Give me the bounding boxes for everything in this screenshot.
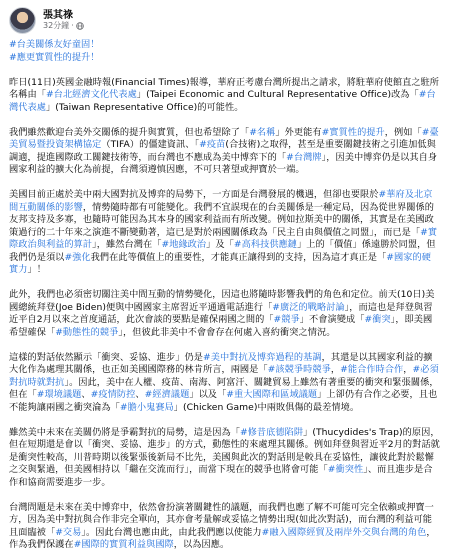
hashtag-link[interactable]: #疫苗 — [199, 139, 226, 150]
paragraph-text: 」外更能有 — [275, 126, 322, 138]
paragraph-spacer — [9, 339, 440, 352]
paragraph-text: ，情勢隨時都有可能變化。我們不宜誤現在的台美關係是一種定局，因為從世界關係的友邦支持及多寡，也隨時可能因為其本身的國家利益而有所改變。例如拉斯美中的關係，其實是在美國政策過行的二十年來之演進不斷變動著，這已是對於兩國關係政為「民主自由與價值之同盟」，而已是「 — [9, 201, 434, 238]
paragraph-text: 」，即美國希望確保「 — [9, 314, 433, 338]
author-avatar[interactable] — [9, 7, 36, 34]
post-meta — [43, 10, 84, 31]
paragraph-text: 」。因此，美中在人權、疫苗、南海、阿富汗、關鍵貿易上雖然有著重要的衝突和緊張關係，但在「 — [9, 376, 439, 400]
post-paragraph — [9, 127, 440, 177]
paragraph-text: 」，但彼此非美中不會會存在何處入喜約衝突之情況。 — [118, 326, 336, 338]
post-paragraph — [9, 77, 440, 115]
hashtag-link[interactable]: #應更實質性的提升！ — [9, 51, 100, 63]
paragraph-spacer — [9, 177, 440, 190]
hashtag-link[interactable]: #經濟議題 — [144, 389, 190, 400]
hashtag-link[interactable]: #強化 — [64, 251, 91, 263]
hashtag-link[interactable]: #重大國際和區域議題 — [226, 389, 318, 400]
paragraph-spacer — [9, 114, 440, 127]
paragraph-text: 雖然美中未來在美關仍將是爭霸對抗的局勢，這是因為「 — [9, 426, 240, 438]
paragraph-text: 此外，我們也必須密切關注美中間互動的情勢變化，因這也將隨時影響我們的角色和定位。前天(10日)美國總統拜登(Joe Biden)便與中國國家主席習近平通過電話進行「 — [9, 289, 435, 313]
paragraph-text: 美國目前正處於美中兩大國對抗及博弈的局勢下，一方面是台灣發展的機遇，但卻也要限於 — [9, 189, 379, 200]
paragraph-text: ， — [330, 364, 341, 375]
hashtag-list — [9, 39, 440, 64]
hashtag-link[interactable]: #衝突性 — [327, 464, 364, 475]
post-paragraph — [9, 289, 440, 339]
paragraph-text: 」、而且進步是合作和協商需要進步一步。 — [9, 464, 433, 488]
hashtag-link[interactable]: #國際的實質利益與國際 — [73, 539, 174, 550]
paragraph-text: 」上卻仍有合作之必要，且也不能夠讓兩國之衝突淪為「 — [9, 389, 438, 413]
paragraph-text: 我們雖然歡迎台美外交關係的提升與實質，但也希望除了「 — [9, 126, 250, 138]
paragraph-text: 」。因此台灣也應由此，由此我們應以使能力 — [81, 526, 262, 538]
paragraph-text: 這樣的對話依然顯示「衝突、妥協、進步」仍是 — [9, 351, 203, 363]
paragraph-spacer — [9, 277, 440, 290]
hashtag-link[interactable]: #衝突 — [364, 314, 391, 325]
paragraph-text: 、 — [135, 389, 145, 400]
post-paragraph — [9, 352, 440, 415]
post-paragraph — [9, 427, 440, 490]
paragraph-text: 、 — [81, 389, 91, 400]
hashtag-link[interactable]: #交易 — [55, 526, 82, 538]
paragraph-text: 」不會演變成「 — [299, 314, 365, 325]
hashtag-link[interactable]: #台灣牌 — [286, 151, 322, 163]
post-time[interactable]: 32分鐘 — [43, 21, 70, 31]
paragraph-spacer — [9, 489, 440, 502]
paragraph-text: ，以為因應。 — [173, 539, 230, 550]
hashtag-link[interactable]: #膽小鬼賽局 — [119, 401, 174, 413]
post-header — [9, 3, 440, 37]
paragraph-text: (合技術)之取得，甚至是重要關鍵技術之引進加低與調適，提進國際政工關鍵技術等，而台灣也不應成為美中博弈下的「 — [9, 139, 436, 163]
paragraph-text: 」(Thucydides's Trap)的原因，但在短期還是會以「衝突、妥協、進步」的方式，動態性的來處理其關係。例如拜登與習近平2月的對話就是衝突性較高，川普時期以後緊張後新局不比先，美國與此次的對話則是較具在妥協性，讓彼此對於鬆懈之交與緊過，但美國相持以「繼在交流而行」，而當下現在的競爭也將會可能「 — [9, 426, 440, 475]
paragraph-text: 」，雖然台灣在「 — [92, 239, 162, 250]
globe-icon[interactable] — [76, 22, 84, 30]
paragraph-text: 」(Chicken Game)中兩敗俱傷的最差情境。 — [173, 401, 360, 413]
post-paragraph — [9, 502, 440, 552]
hashtag-link[interactable]: #廣泛的戰略討論 — [272, 301, 345, 313]
hashtag-link[interactable]: #地緣政治 — [161, 239, 207, 250]
post-body — [9, 77, 440, 552]
paragraph-text: 」以及「 — [189, 389, 227, 400]
paragraph-text: 我們在此等價值上的重要性，才能真正讓得到的支持，因為這才真正是「 — [90, 251, 387, 263]
paragraph-text: 昨日(11日)英國金融時報(Financial Times)報導，華府正考慮台灣所提出之請求，將駐華府使館直之駐所名稱由「 — [9, 76, 440, 100]
hashtag-link[interactable]: #華府及北京間互動關係的影響 — [9, 189, 433, 213]
hashtag-link[interactable]: #台美關係友好童固！ — [9, 39, 100, 50]
hashtag-link[interactable]: #美中對抗及博弈過程的基調 — [203, 351, 322, 363]
paragraph-text: ， — [403, 364, 413, 375]
paragraph-text: ，作為我們保護在 — [9, 526, 436, 550]
paragraph-text: 台灣問題是未來在美中博弈中，依然會扮演著關鍵性的議題，而我們也應了解不可能可完全依賴或押寶一方，因為美中對抗與合作非完全單向，其亦會考量解或妥協之情勢出現(如此次對話)，而台灣的利益可能且面臨被「 — [9, 501, 434, 538]
hashtag-link[interactable]: #動態性的競爭 — [55, 326, 119, 338]
paragraph-spacer — [9, 414, 440, 427]
author-name[interactable]: 張其祿 — [43, 9, 73, 21]
hashtag-link[interactable]: #臺美貿易暨投資架構協定 — [9, 126, 439, 150]
hashtag-link[interactable]: #高科技供應鏈 — [233, 239, 298, 250]
paragraph-text: 」，而這也是拜登與習近平自2月以來之首度通話，此次會談的要點是確保兩國之間的「 — [9, 301, 433, 325]
hashtag-link[interactable]: #環境議題 — [36, 389, 82, 400]
paragraph-text: 」及「 — [206, 239, 234, 250]
post-time-row — [43, 21, 84, 30]
paragraph-text: ，例如「 — [384, 126, 422, 138]
paragraph-text: ，其還是以其國家利益的擴大化作為處理其關係，也正如美國國際務的林肯所言，兩國是「 — [9, 351, 433, 375]
hashtag-link[interactable]: #名稱 — [249, 126, 276, 138]
paragraph-text: 」上的「價值」係遠勝於同盟，但我們仍是須以 — [9, 239, 436, 263]
paragraph-text: 」(Taipei Economic and Cultural Representative Office)改為「 — [136, 89, 419, 100]
hashtag-link[interactable]: #國家的硬實力 — [9, 251, 431, 275]
hashtag-link[interactable]: #修昔底德陷阱 — [239, 426, 304, 438]
hashtag-link[interactable]: #融入國際經貿及兩岸外交與台灣的角色 — [261, 526, 427, 538]
post-paragraph — [9, 189, 440, 277]
dot-separator: · — [71, 21, 74, 31]
hashtag-link[interactable]: #台灣代表處 — [9, 89, 436, 113]
paragraph-text: 」，因美中博弈仍是以其自身國家利益的擴大化為前提，台灣須遵慎因應，不可只著望或押寶於一端。 — [9, 151, 438, 175]
paragraph-text: 」！ — [27, 264, 46, 275]
hashtag-link[interactable]: #實質性的提升 — [321, 126, 385, 138]
hashtag-link[interactable]: #必須對抗時就對抗 — [9, 364, 439, 388]
hashtag-link[interactable]: #能合作時合作 — [340, 364, 404, 375]
hashtag-link[interactable]: #該競爭時競爭 — [267, 364, 331, 375]
paragraph-text: （TIFA）的僵建資訊、「 — [101, 139, 200, 150]
hashtag-link[interactable]: #競爭 — [273, 314, 300, 325]
hashtag-link[interactable]: #疫情防控 — [90, 389, 136, 400]
hashtag-link[interactable]: #台北經濟文化代表處 — [45, 89, 137, 100]
paragraph-text: 」(Taiwan Representative Office)的可能性。 — [45, 101, 244, 113]
hashtag-link[interactable]: #實際政治與利益的算計 — [9, 226, 438, 250]
spacer — [9, 64, 440, 77]
